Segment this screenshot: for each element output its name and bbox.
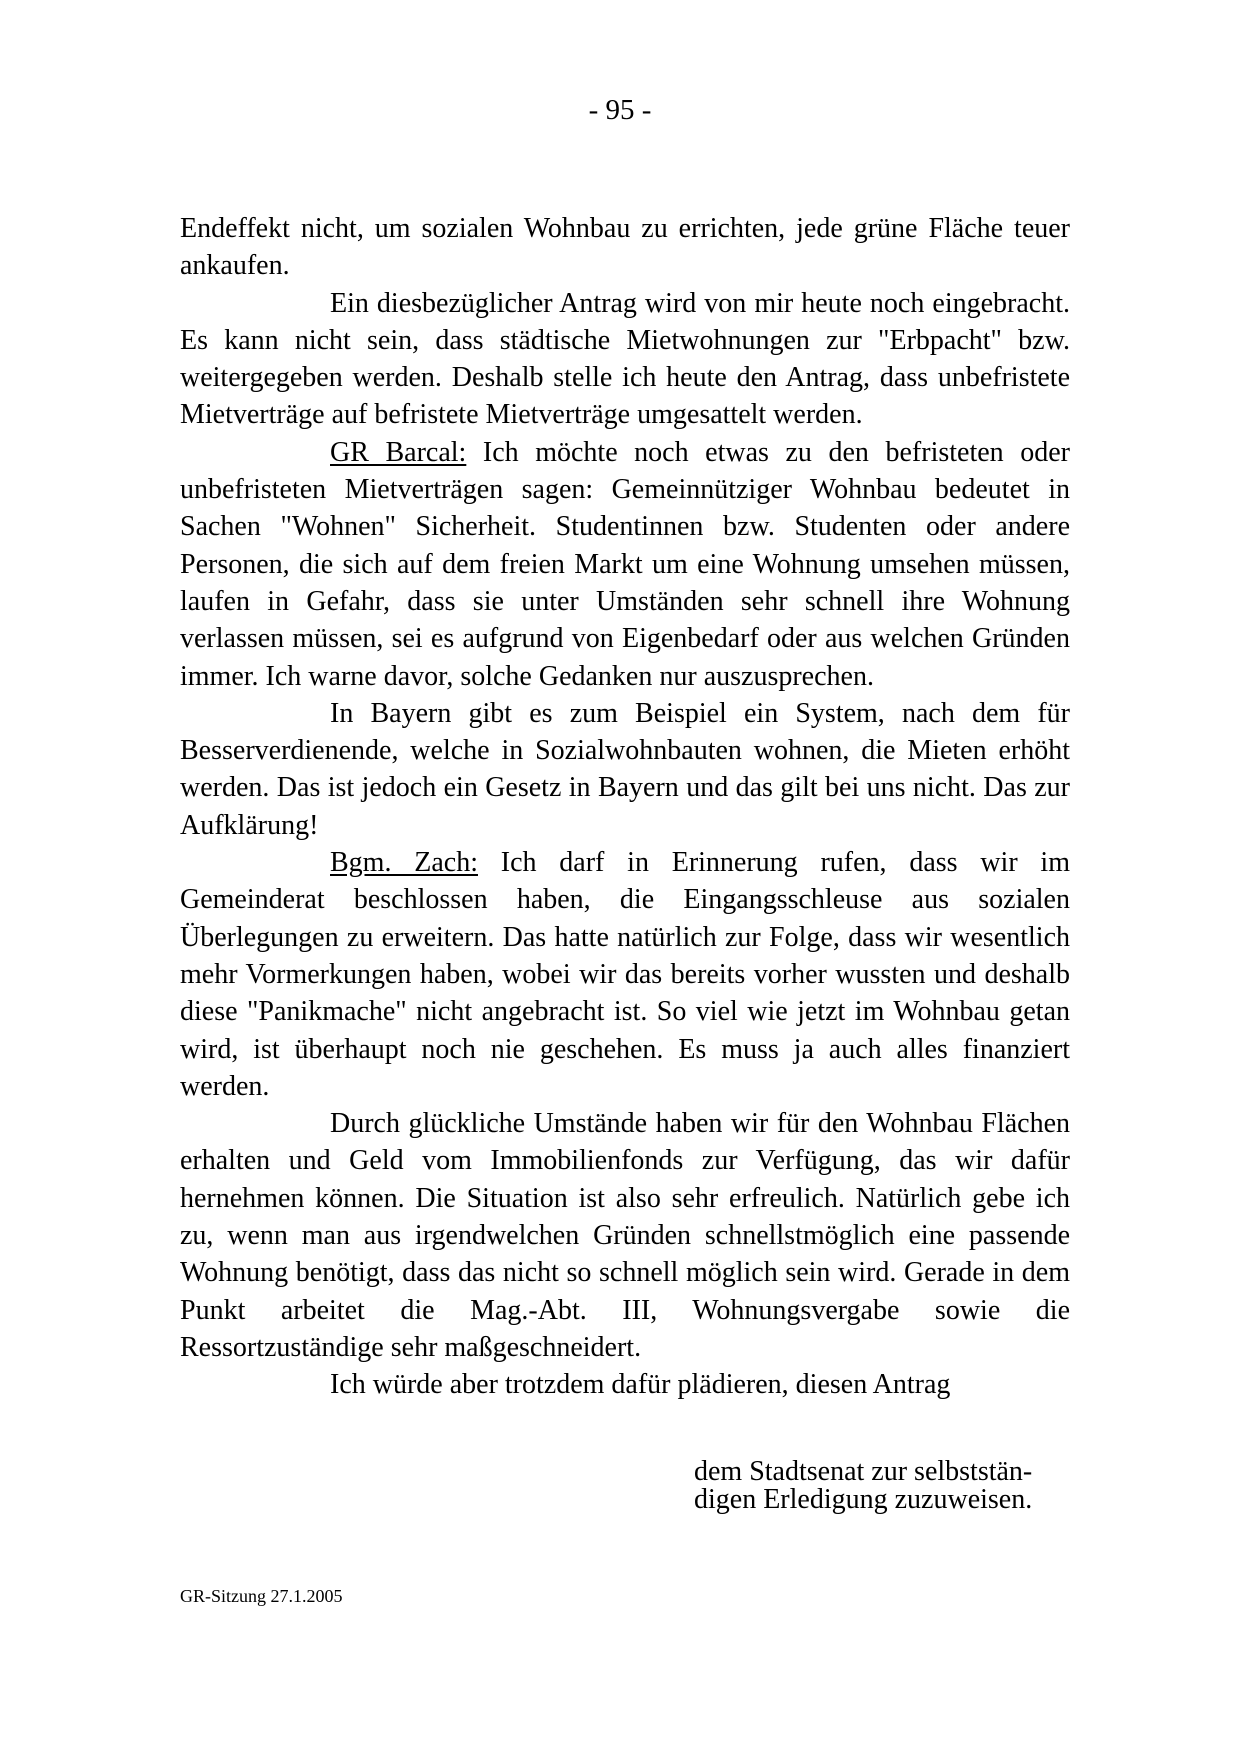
motion-line-1: dem Stadtsenat zur selbststän-: [694, 1456, 1033, 1487]
page-number: - 95 -: [588, 94, 652, 126]
paragraph-5: [180, 844, 1070, 1105]
paragraph-6: Durch glückliche Umstände haben wir für den Wohnbau Flächen erhalten und Geld vom Immobilienfonds zur Verfügung, das wir dafür hernehmen können. Die Situation ist also sehr erfreulich. Natürlich gebe ich zu, wenn man aus irgendwelchen Gründen schnellstmöglich eine passende Wohnung benötigt, dass das nicht so schnell möglich sein wird. Gerade in dem Punkt arbeitet die Mag.-Abt. III, Wohnungsvergabe sowie die Ressortzuständige sehr maßgeschneidert.: [180, 1108, 1070, 1363]
paragraph-3-text: Ich möchte noch etwas zu den befristeten oder unbefristeten Mietverträgen sagen: Gemeinnütziger Wohnbau bedeutet in Sachen "Wohnen" Sicherheit. Studentinnen bzw. Studenten oder andere Personen, die sich auf dem freien Markt um eine Wohnung umsehen müssen, laufen in Gefahr, dass sie unter Umständen sehr schnell ihre Wohnung verlassen müssen, sei es aufgrund von Eigenbedarf oder aus welchen Gründen immer. Ich warne davor, solche Gedanken nur auszusprechen.: [180, 436, 1070, 692]
paragraph-3: [180, 434, 1070, 695]
speaker-gr-barcal: GR Barcal:: [330, 436, 467, 468]
paragraph-1: Endeffekt nicht, um sozialen Wohnbau zu errichten, jede grüne Fläche teuer ankaufen.: [180, 213, 1070, 282]
paragraph-5-text: Ich darf in Erinnerung rufen, dass wir im Gemeinderat beschlossen haben, die Eingangsschleuse aus sozialen Überlegungen zu erweitern. Das hatte natürlich zur Folge, dass wir wesentlich mehr Vormerkungen haben, wobei wir das bereits vorher wussten und deshalb diese "Panikmache" nicht angebracht ist. So viel wie jetzt im Wohnbau getan wird, ist überhaupt noch nie geschehen. Es muss ja auch alles finanziert werden.: [180, 847, 1070, 1102]
document-body: [180, 210, 1070, 1404]
motion-block: [694, 1458, 1074, 1514]
paragraph-2: Ein diesbezüglicher Antrag wird von mir heute noch eingebracht. Es kann nicht sein, dass städtische Mietwohnungen zur "Erbpacht" bzw. weitergegeben werden. Deshalb stelle ich heute den Antrag, dass unbefristete Mietverträge auf befristete Mietverträge umgesattelt werden.: [180, 287, 1070, 431]
paragraph-4: In Bayern gibt es zum Beispiel ein System, nach dem für Besserverdienende, welche in Sozialwohnbauten wohnen, die Mieten erhöht werden. Das ist jedoch ein Gesetz in Bayern und das gilt bei uns nicht. Das zur Aufklärung!: [180, 697, 1070, 841]
motion-line-2: digen Erledigung zuzuweisen.: [694, 1484, 1033, 1515]
speaker-bgm-zach: Bgm. Zach:: [330, 847, 478, 879]
paragraph-7: Ich würde aber trotzdem dafür plädieren, diesen Antrag: [330, 1369, 951, 1401]
footer-session-date: GR-Sitzung 27.1.2005: [180, 1586, 343, 1606]
